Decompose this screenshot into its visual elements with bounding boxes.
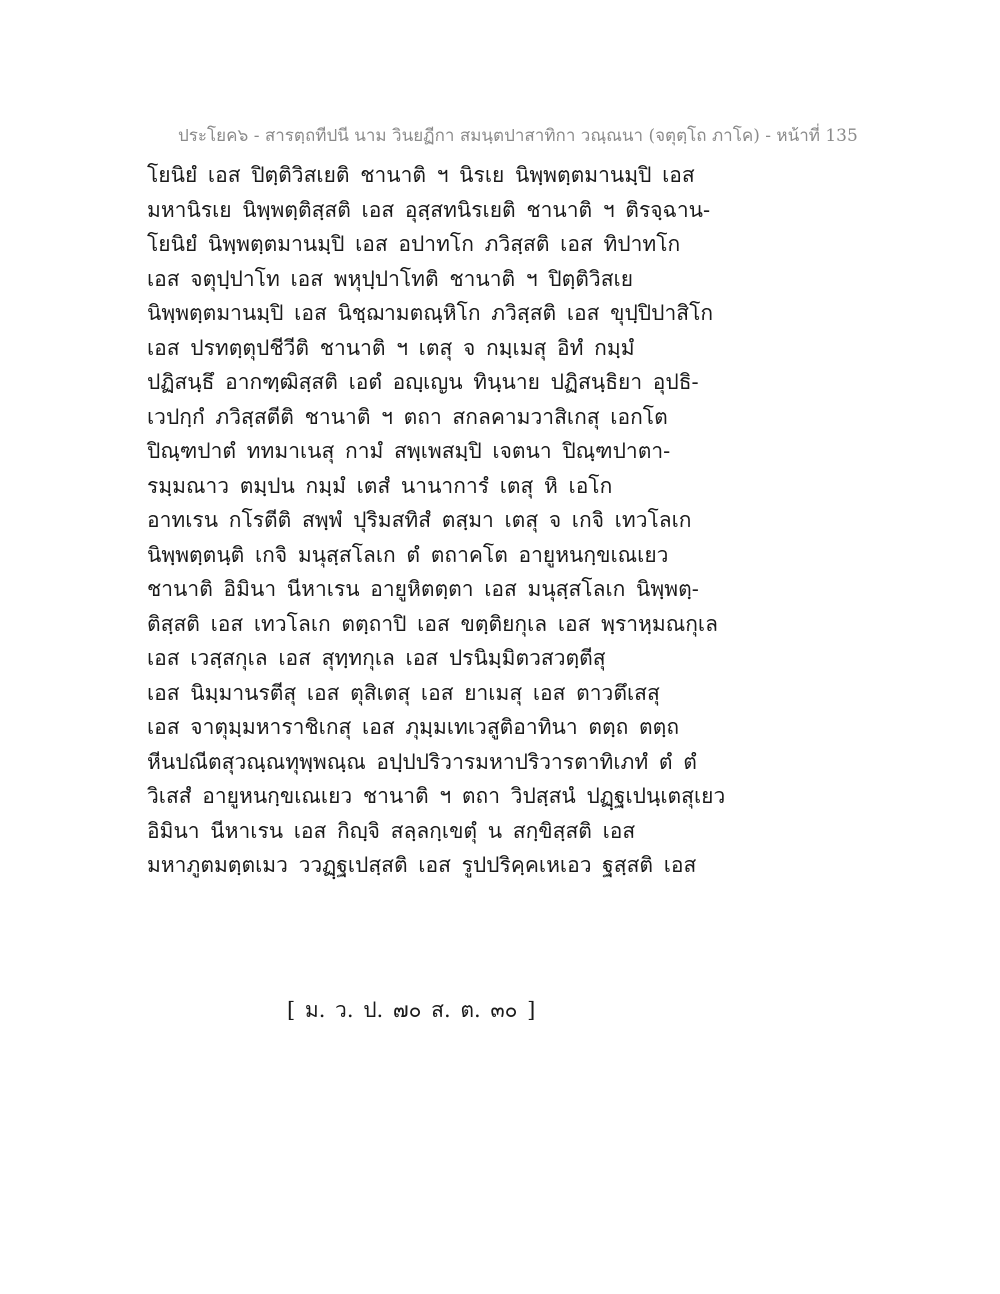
body-text bbox=[147, 158, 867, 883]
text-line: วิเสสํ อายูหนกฺขเณเยว ชานาติ ฯ ตถา วิปสฺสนํ ปฏฺฐเปนฺเตสุเยว bbox=[147, 784, 726, 808]
text-line: โยนิยํ เอส ปิตฺติวิสเยติ ชานาติ ฯ นิรเย นิพฺพตฺตมานมฺปิ เอส bbox=[147, 163, 695, 187]
text-line: ปิณฺฑปาตํ ททมาเนสุ กามํ สพฺเพสมฺปิ เจตนา ปิณฺฑปาตา- bbox=[147, 439, 671, 463]
text-line: อิมินา นีหาเรน เอส กิญฺจิ สลฺลกฺเขตุํ น สกฺขิสฺสติ เอส bbox=[147, 818, 636, 843]
text-line: เอส เวสฺสกุเล เอส สุทฺทกุเล เอส ปรนิมฺมิตวสวตฺตีสุ bbox=[147, 646, 606, 670]
text-line: หีนปณีตสุวณฺณทุพฺพณฺณ อปฺปปริวารมหาปริวารตาทิเภทํ ตํ ตํ bbox=[147, 749, 697, 774]
text-line: ติสฺสติ เอส เทวโลเก ตตฺถาปิ เอส ขตฺติยกุเล เอส พฺราหฺมณกุเล bbox=[147, 611, 718, 636]
text-line: เอส จาตุมฺมหาราชิเกสุ เอส ภุมฺมเทเวสูติอาทินา ตตฺถ ตตฺถ bbox=[147, 715, 680, 739]
text-line: มหาภูตมตฺตเมว ววฏฺฐเปสฺสติ เอส รูปปริคฺคเหเอว ฐสฺสติ เอส bbox=[147, 853, 697, 877]
page-header: ประโยค๖ - สารตฺถทีปนี นาม วินยฏีกา สมนฺตปาสาทิกา วณฺณนา (จตุตฺโถ ภาโค) - หน้าที่ 135 bbox=[178, 126, 858, 146]
text-line: มหานิรเย นิพฺพตฺติสฺสติ เอส อุสฺสทนิรเยติ ชานาติ ฯ ติรจฺฉาน- bbox=[147, 197, 711, 222]
footnote-reference: [ ม. ว. ป. ๗๐ ส. ต. ๓๐ ] bbox=[287, 998, 536, 1022]
text-line: เอส จตุปฺปาโท เอส พหุปฺปาโทติ ชานาติ ฯ ปิตฺติวิสเย bbox=[147, 266, 633, 291]
text-line: รมฺมณาว ตมฺปน กมฺมํ เตสํ นานาการํ เตสุ หิ เอโก bbox=[147, 473, 613, 498]
text-line: นิพฺพตฺตมานมฺปิ เอส นิชฺฌามตณฺหิโก ภวิสฺสติ เอส ขุปฺปิปาสิโก bbox=[147, 301, 714, 325]
text-line: เวปกฺกํ ภวิสฺสตีติ ชานาติ ฯ ตถา สกลคามวาสิเกสุ เอกโต bbox=[147, 404, 668, 429]
text-line: เอส นิมฺมานรตีสุ เอส ตุสิเตสุ เอส ยาเมสุ เอส ตาวตึเสสุ bbox=[147, 680, 660, 705]
text-line: โยนิยํ นิพฺพตฺตมานมฺปิ เอส อปาทโก ภวิสฺสติ เอส ทิปาทโก bbox=[147, 232, 681, 256]
text-line: ชานาติ อิมินา นีหาเรน อายูหิตตฺตา เอส มนุสฺสโลเก นิพฺพตฺ- bbox=[147, 577, 699, 601]
text-line: เอส ปรทตฺตุปชีวีติ ชานาติ ฯ เตสุ จ กมฺเมสุ อิทํ กมฺมํ bbox=[147, 335, 635, 360]
text-line: นิพฺพตฺตนฺติ เกจิ มนุสฺสโลเก ตํ ตถาคโต อายูหนกฺขเณเยว bbox=[147, 542, 669, 567]
text-line: ปฏิสนฺธึ อากฑฺฒิสฺสติ เอตํ อญฺเญน ทินฺนาย ปฏิสนฺธิยา อุปธิ- bbox=[147, 370, 699, 394]
text-line: อาทเรน กโรตีติ สพฺพํ ปุริมสทิสํ ตสฺมา เตสุ จ เกจิ เทวโลเก bbox=[147, 508, 692, 532]
